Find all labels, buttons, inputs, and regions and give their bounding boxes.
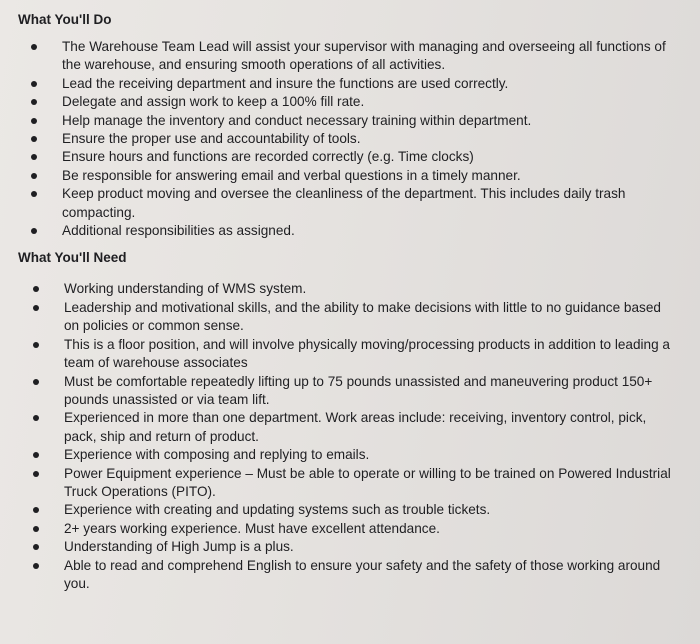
bullet-icon bbox=[33, 379, 39, 385]
bullet-icon bbox=[33, 415, 39, 421]
list-item-text: This is a floor position, and will involve physically moving/processing products in addition to leading a team of warehouse associates bbox=[64, 336, 670, 371]
bullet-icon bbox=[31, 228, 37, 234]
list-item-text: Leadership and motivational skills, and the ability to make decisions with little to no guidance based on policies or common sense. bbox=[64, 299, 661, 334]
responsibilities-list bbox=[18, 38, 682, 240]
list-item bbox=[62, 75, 682, 93]
list-item-text: Experienced in more than one department. Work areas include: receiving, inventory control, pick, pack, ship and return of product. bbox=[64, 410, 647, 444]
bullet-icon bbox=[33, 471, 39, 477]
list-item bbox=[64, 373, 682, 410]
bullet-icon bbox=[33, 563, 39, 569]
list-item bbox=[64, 465, 682, 502]
list-item-text: Must be comfortable repeatedly lifting up to 75 pounds unassisted and maneuvering product 150+ pounds unassisted or via team lift. bbox=[64, 373, 653, 407]
section-heading-what-youll-do: What You'll Do bbox=[18, 12, 112, 27]
list-item bbox=[62, 93, 682, 111]
bullet-icon bbox=[33, 526, 39, 532]
list-item-text: Working understanding of WMS system. bbox=[64, 281, 307, 297]
list-item-text: Be responsible for answering email and verbal questions in a timely manner. bbox=[62, 167, 521, 183]
section-heading-what-youll-need: What You'll Need bbox=[18, 250, 127, 266]
bullet-icon bbox=[33, 544, 39, 550]
list-item-text: Able to read and comprehend English to ensure your safety and the safety of those working around you. bbox=[64, 557, 661, 591]
list-item-text: Ensure the proper use and accountability of tools. bbox=[62, 131, 361, 147]
list-item bbox=[64, 538, 682, 556]
list-item bbox=[62, 222, 682, 240]
bullet-icon bbox=[31, 99, 37, 105]
bullet-icon bbox=[33, 286, 39, 292]
bullet-icon bbox=[31, 136, 37, 142]
bullet-icon bbox=[31, 81, 37, 87]
list-item bbox=[64, 446, 682, 464]
list-item bbox=[62, 112, 682, 130]
bullet-icon bbox=[33, 507, 39, 513]
list-item bbox=[62, 148, 682, 166]
list-item bbox=[64, 557, 682, 594]
requirements-list bbox=[18, 280, 682, 593]
list-item-text: The Warehouse Team Lead will assist your supervisor with managing and overseeing all functions of the warehouse, and ensuring smooth operations of all activities. bbox=[62, 39, 666, 73]
bullet-icon bbox=[31, 191, 37, 197]
list-item-text: Experience with composing and replying to emails. bbox=[64, 447, 370, 463]
bullet-icon bbox=[33, 452, 39, 458]
bullet-icon bbox=[33, 342, 39, 348]
list-item-text: Additional responsibilities as assigned. bbox=[62, 223, 295, 239]
list-item bbox=[64, 280, 682, 298]
list-item-text: Lead the receiving department and insure the functions are used correctly. bbox=[62, 75, 509, 91]
list-item-text: Experience with creating and updating systems such as trouble tickets. bbox=[64, 502, 491, 518]
list-item bbox=[64, 520, 682, 538]
bullet-icon bbox=[31, 154, 37, 160]
bullet-icon bbox=[33, 305, 39, 311]
list-item-text: Keep product moving and oversee the cleanliness of the department. This includes daily trash compacting. bbox=[62, 186, 626, 220]
bullet-icon bbox=[31, 173, 37, 179]
list-item bbox=[62, 130, 682, 148]
list-item bbox=[62, 38, 682, 75]
list-item-text: Ensure hours and functions are recorded correctly (e.g. Time clocks) bbox=[62, 149, 474, 165]
list-item-text: Delegate and assign work to keep a 100% fill rate. bbox=[62, 94, 365, 110]
list-item bbox=[64, 501, 682, 519]
list-item bbox=[64, 409, 682, 446]
list-item-text: Help manage the inventory and conduct necessary training within department. bbox=[62, 112, 532, 128]
list-item bbox=[64, 336, 682, 373]
list-item-text: 2+ years working experience. Must have excellent attendance. bbox=[64, 520, 440, 536]
list-item-text: Power Equipment experience – Must be able to operate or willing to be trained on Powered Industrial Truck Operations (PITO). bbox=[64, 465, 671, 499]
bullet-icon bbox=[31, 118, 37, 124]
list-item-text: Understanding of High Jump is a plus. bbox=[64, 539, 294, 555]
list-item bbox=[62, 185, 682, 222]
list-item bbox=[62, 167, 682, 185]
list-item bbox=[64, 299, 682, 336]
bullet-icon bbox=[31, 44, 37, 50]
